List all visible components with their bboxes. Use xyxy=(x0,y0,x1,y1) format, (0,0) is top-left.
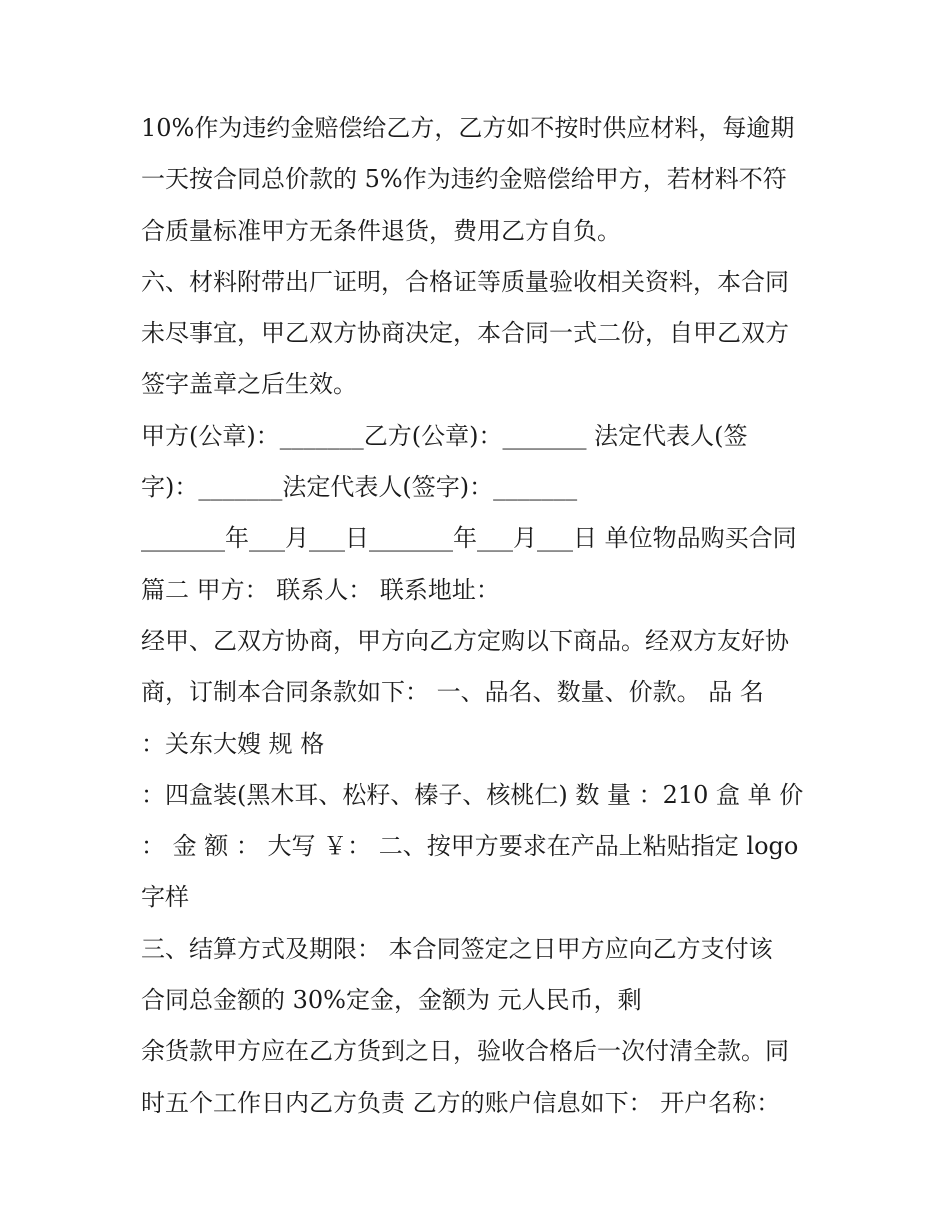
text-line: 商，订制本合同条款如下： 一、品名、数量、价款。 品 名 xyxy=(141,678,764,707)
date-line: _______年___月___日_______年___月___日 单位物品购买合同 xyxy=(141,524,797,553)
text-line: ：四盒装(黑木耳、松籽、榛子、核桃仁) 数 量 ：210 盒 单 价 xyxy=(141,780,804,809)
text-line: 合质量标准甲方无条件退货，费用乙方自负。 xyxy=(141,216,621,245)
contract-text xyxy=(141,103,821,1129)
text-line: 三、结算方式及期限： 本合同签定之日甲方应向乙方支付该 xyxy=(141,934,773,963)
signature-line: 甲方(公章)：_______乙方(公章)：_______ 法定代表人(签 xyxy=(141,421,748,450)
text-line: 篇二 甲方： 联系人： 联系地址： xyxy=(141,575,500,604)
text-line: 一天按合同总价款的 5%作为违约金赔偿给甲方，若材料不符 xyxy=(141,165,787,194)
text-line: 签字盖章之后生效。 xyxy=(141,370,357,399)
text-line: 合同总金额的 30%定金，金额为 元人民币，剩 xyxy=(141,986,642,1015)
text-line: 未尽事宜，甲乙双方协商决定，本合同一式二份，自甲乙双方 xyxy=(141,319,789,348)
text-line: ：关东大嫂 规 格 xyxy=(141,729,325,758)
text-line: 时五个工作日内乙方负责 乙方的账户信息如下： 开户名称： xyxy=(141,1088,781,1117)
text-line: 10%作为违约金赔偿给乙方，乙方如不按时供应材料，每逾期 xyxy=(141,114,795,142)
text-line: 经甲、乙双方协商，甲方向乙方定购以下商品。经双方友好协 xyxy=(141,626,789,655)
text-line: 余货款甲方应在乙方货到之日，验收合格后一次付清全款。同 xyxy=(141,1037,789,1066)
signature-line: 字)：_______法定代表人(签字)：_______ xyxy=(141,473,578,502)
text-line: 六、材料附带出厂证明，合格证等质量验收相关资料，本合同 xyxy=(141,267,789,296)
text-line: 字样 xyxy=(141,883,189,912)
text-line: ： 金 额 ： 大写 ￥： 二、按甲方要求在产品上粘贴指定 logo xyxy=(141,832,799,861)
